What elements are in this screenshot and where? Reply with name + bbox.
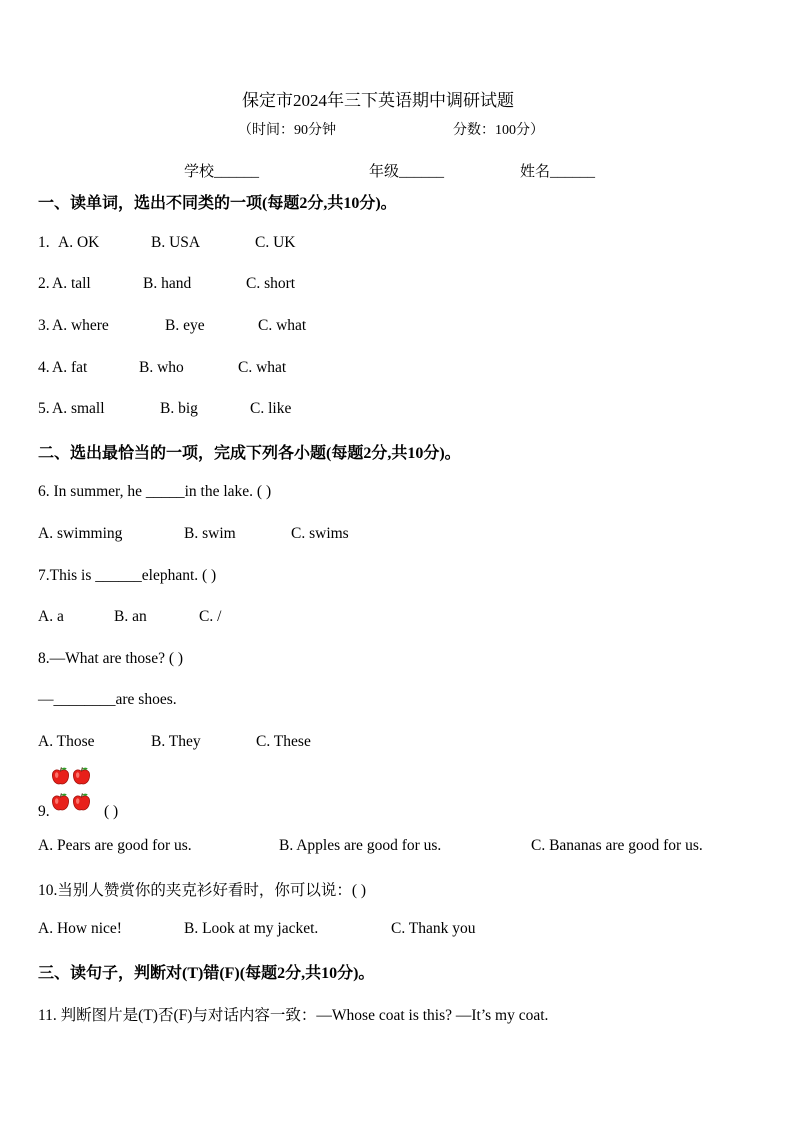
- total-score: 分数：100分）: [453, 123, 544, 138]
- section-1-heading: 一、读单词，选出不同类的一项(每题2分,共10分)。: [38, 195, 397, 212]
- option-a: A. fat: [52, 359, 88, 376]
- apple-icon: [72, 792, 91, 812]
- question-number: 4.: [38, 359, 50, 376]
- school-field: 学校______: [184, 164, 260, 180]
- question-stem: 6. In summer, he _____in the lake. ( ): [38, 483, 272, 500]
- option-a: A. swimming: [38, 525, 123, 542]
- option-a: A. small: [52, 400, 105, 417]
- question-stem: 7.This is ______elephant. ( ): [38, 567, 217, 584]
- option-c: C. These: [256, 733, 311, 750]
- option-a: A. OK: [58, 234, 100, 251]
- option-a: A. Pears are good for us.: [38, 837, 192, 854]
- question-11: 11. 判断图片是(T)否(F)与对话内容一致：—Whose coat is this? —It’s my coat.: [38, 1007, 549, 1024]
- option-c: C. Thank you: [391, 920, 476, 937]
- option-c: C. what: [258, 317, 307, 334]
- option-b: B. an: [114, 608, 147, 625]
- option-b: B. eye: [165, 317, 205, 334]
- page-title: 保定市2024年三下英语期中调研试题: [242, 91, 514, 110]
- question-number: 9.: [38, 803, 50, 820]
- option-a: A. a: [38, 608, 64, 625]
- time-limit: （时间：90分钟: [238, 123, 336, 138]
- apple-icon: [72, 766, 91, 786]
- question-number: 1.: [38, 234, 50, 251]
- option-b: B. Apples are good for us.: [279, 837, 442, 854]
- apples-image: [51, 766, 91, 786]
- option-a: A. How nice!: [38, 920, 122, 937]
- option-c: C. UK: [255, 234, 296, 251]
- dialog-reply: —________are shoes.: [38, 691, 177, 708]
- section-2-heading: 二、选出最恰当的一项，完成下列各小题(每题2分,共10分)。: [38, 445, 461, 462]
- apples-image: [51, 792, 91, 812]
- option-a: A. Those: [38, 733, 95, 750]
- question-number: 2.: [38, 275, 50, 292]
- option-c: C. short: [246, 275, 296, 292]
- grade-field: 年级______: [369, 164, 445, 180]
- apple-icon: [51, 792, 70, 812]
- question-number: 3.: [38, 317, 50, 334]
- question-stem: 8.—What are those? ( ): [38, 650, 184, 667]
- section-3-heading: 三、读句子，判断对(T)错(F)(每题2分,共10分)。: [38, 965, 375, 982]
- option-b: B. Look at my jacket.: [184, 920, 319, 937]
- option-c: C. /: [199, 608, 222, 625]
- option-b: B. swim: [184, 525, 236, 542]
- option-b: B. who: [139, 359, 184, 376]
- option-a: A. where: [52, 317, 109, 334]
- option-c: C. swims: [291, 525, 349, 542]
- option-c: C. like: [250, 400, 292, 417]
- option-b: B. hand: [143, 275, 192, 292]
- option-a: A. tall: [52, 275, 91, 292]
- option-c: C. what: [238, 359, 287, 376]
- option-b: B. big: [160, 400, 198, 417]
- name-field: 姓名______: [520, 164, 596, 180]
- question-number: 5.: [38, 400, 50, 417]
- option-b: B. They: [151, 733, 201, 750]
- option-b: B. USA: [151, 234, 201, 251]
- question-stem: 10.当别人赞赏你的夹克衫好看时，你可以说：( ): [38, 882, 367, 899]
- answer-paren: ( ): [104, 803, 119, 820]
- option-c: C. Bananas are good for us.: [531, 837, 703, 854]
- apple-icon: [51, 766, 70, 786]
